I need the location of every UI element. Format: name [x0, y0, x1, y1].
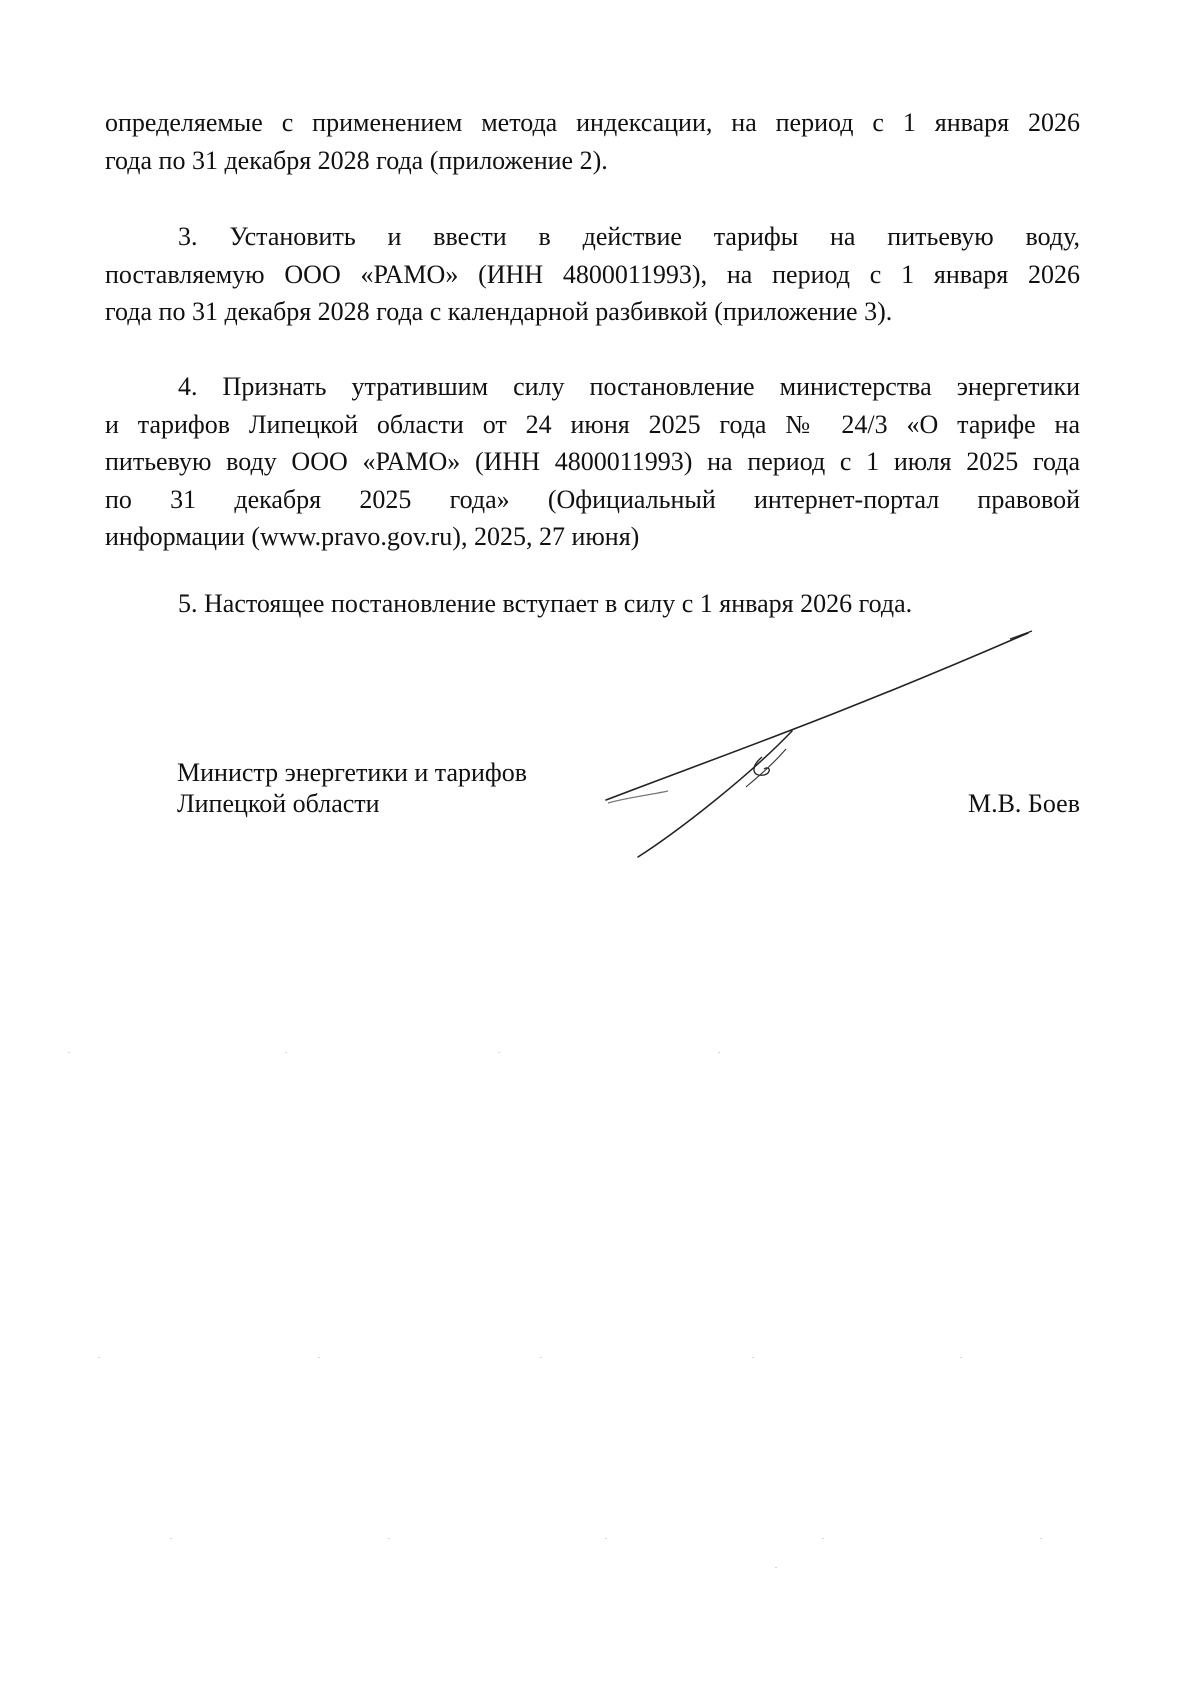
paragraph-line: 5. Настоящее постановление вступает в силу с 1 января 2026 года.: [178, 589, 913, 618]
paragraph-line: и тарифов Липецкой области от 24 июня 2025 года № 24/3 «О тарифе на: [105, 409, 1080, 439]
paragraph-5: [105, 585, 1080, 623]
paragraph-line: питьевую воду ООО «РАМО» (ИНН 4800011993) на период с 1 июля 2025 года: [105, 447, 1080, 476]
paragraph-3: [105, 218, 1080, 331]
scan-speck: [822, 1538, 824, 1539]
scan-speck: [318, 1357, 320, 1358]
paragraph-line: 3. Установить и ввести в действие тарифы на питьевую воду,: [178, 222, 1080, 251]
paragraph-line: года по 31 декабря 2028 года (приложение 2).: [105, 145, 608, 175]
scan-speck: [498, 1052, 500, 1053]
signatory-name: М.В. Боев: [967, 789, 1080, 818]
scan-speck: [170, 1538, 172, 1539]
scan-speck: [718, 1052, 720, 1053]
scan-speck: [960, 1357, 962, 1358]
paragraph-line: поставляемую ООО «РАМО» (ИНН 4800011993), на период с 1 января 2026: [105, 259, 1080, 289]
paragraph-line: 4. Признать утратившим силу постановление министерства энергетики: [178, 372, 1080, 401]
paragraph-line: по 31 декабря 2025 года» (Официальный интернет-портал правовой: [105, 484, 1080, 514]
scan-speck: [68, 1052, 70, 1053]
scan-speck: [98, 1357, 100, 1358]
scan-speck: [752, 1357, 754, 1358]
scan-speck: [605, 1538, 607, 1539]
paragraph-4: [105, 368, 1080, 556]
handwritten-signature: [600, 625, 1040, 860]
scan-speck: [540, 1357, 542, 1358]
scan-speck: [775, 1567, 777, 1568]
paragraph-line: информации (www.pravo.gov.ru), 2025, 27 июня): [105, 522, 640, 551]
scan-speck: [1040, 1538, 1042, 1539]
signatory-position-line: Министр энергетики и тарифов: [177, 758, 528, 787]
paragraph-continuation: [105, 104, 1080, 179]
paragraph-line: года по 31 декабря 2028 года с календарной разбивкой (приложение 3).: [105, 297, 893, 326]
signatory-position: [177, 757, 527, 819]
scan-speck: [388, 1538, 390, 1539]
scan-speck: [285, 1052, 287, 1053]
signatory-position-line: Липецкой области: [177, 789, 380, 818]
paragraph-line: определяемые с применением метода индексации, на период с 1 января 2026: [105, 108, 1080, 137]
